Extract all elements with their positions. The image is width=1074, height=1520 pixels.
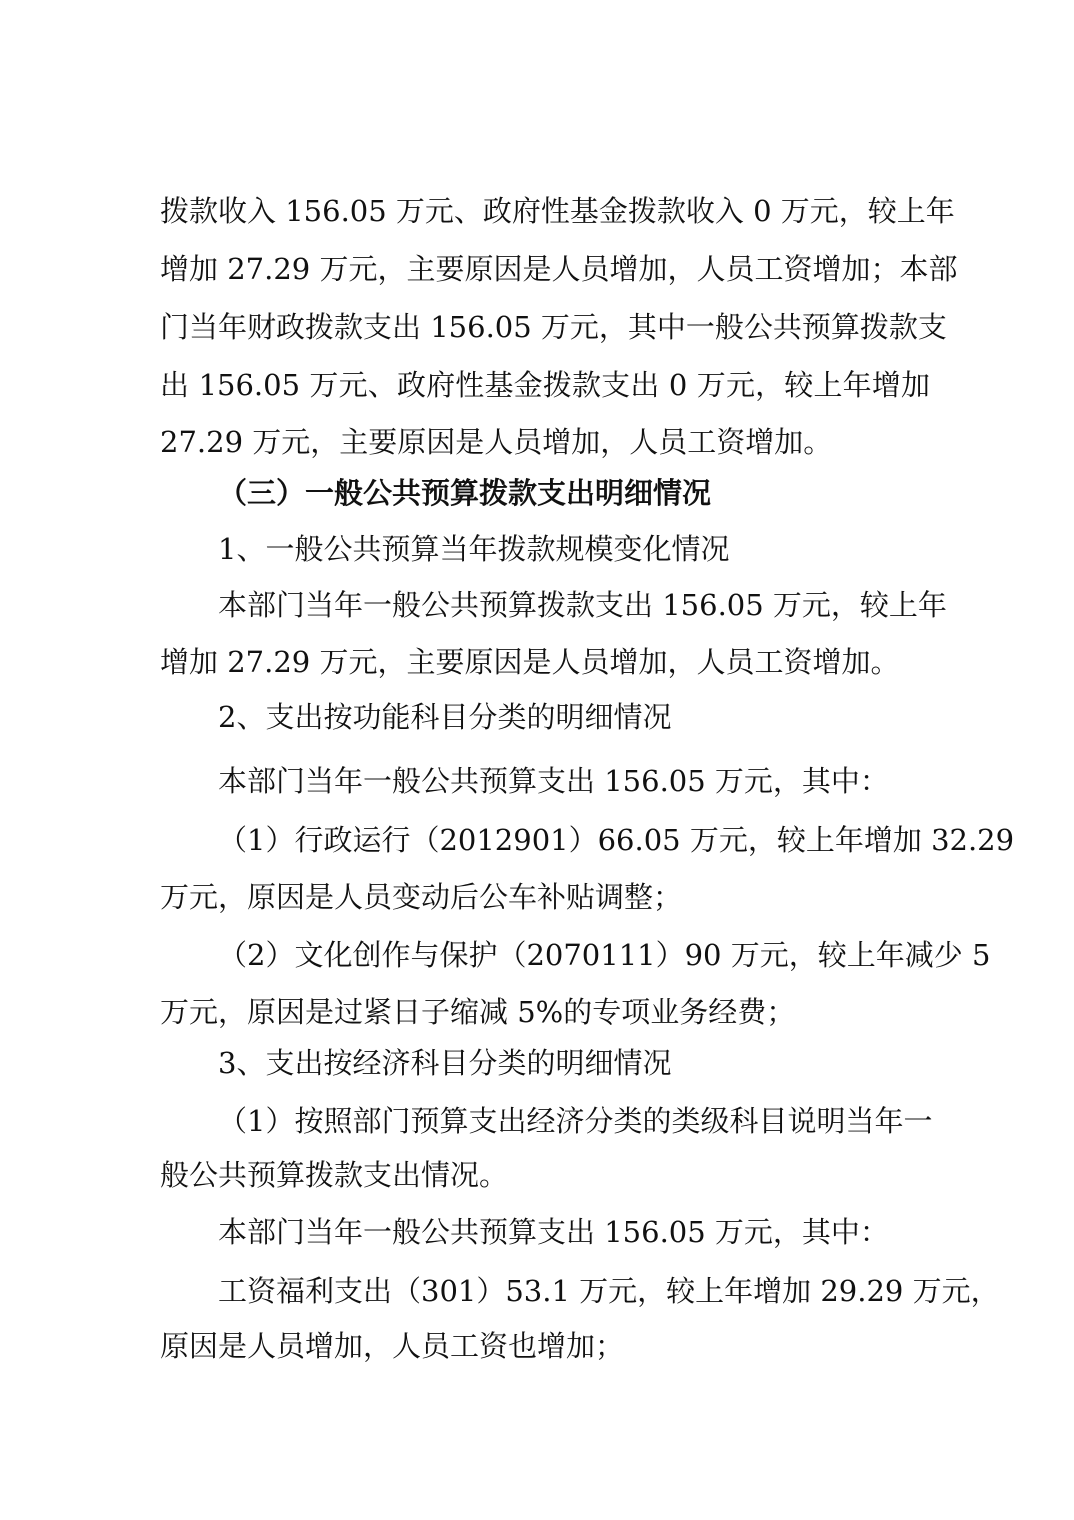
paragraph-line: 增加 27.29 万元，主要原因是人员增加，人员工资增加。 <box>160 645 900 679</box>
paragraph-line: 原因是人员增加，人员工资也增加； <box>160 1329 625 1363</box>
list-item-line: （1）行政运行（2012901）66.05 万元，较上年增加 32.29 <box>218 823 1015 857</box>
section-heading: （三）一般公共预算拨款支出明细情况 <box>218 476 712 510</box>
paragraph-line: 拨款收入 156.05 万元、政府性基金拨款收入 0 万元，较上年 <box>160 194 955 228</box>
subsection-title: 2、支出按功能科目分类的明细情况 <box>218 700 672 734</box>
paragraph-line: 本部门当年一般公共预算支出 156.05 万元，其中： <box>218 764 889 798</box>
list-item-line: （2）文化创作与保护（2070111）90 万元，较上年减少 5 <box>218 938 991 972</box>
paragraph-line: 增加 27.29 万元，主要原因是人员增加，人员工资增加；本部 <box>160 252 958 286</box>
subsection-title: 1、一般公共预算当年拨款规模变化情况 <box>218 532 730 566</box>
paragraph-line: 门当年财政拨款支出 156.05 万元，其中一般公共预算拨款支 <box>160 310 947 344</box>
paragraph-line: 本部门当年一般公共预算拨款支出 156.05 万元，较上年 <box>218 588 947 622</box>
subsection-title: 3、支出按经济科目分类的明细情况 <box>218 1046 672 1080</box>
paragraph-line: 工资福利支出（301）53.1 万元，较上年增加 29.29 万元， <box>218 1274 1000 1308</box>
list-item-line: 般公共预算拨款支出情况。 <box>160 1158 509 1192</box>
paragraph-line: 出 156.05 万元、政府性基金拨款支出 0 万元，较上年增加 <box>160 368 930 402</box>
list-item-line: （1）按照部门预算支出经济分类的类级科目说明当年一 <box>218 1104 933 1138</box>
paragraph-line: 27.29 万元，主要原因是人员增加，人员工资增加。 <box>160 425 833 459</box>
list-item-line: 万元，原因是过紧日子缩减 5%的专项业务经费； <box>160 995 796 1029</box>
paragraph-line: 本部门当年一般公共预算支出 156.05 万元，其中： <box>218 1215 889 1249</box>
list-item-line: 万元，原因是人员变动后公车补贴调整； <box>160 880 683 914</box>
